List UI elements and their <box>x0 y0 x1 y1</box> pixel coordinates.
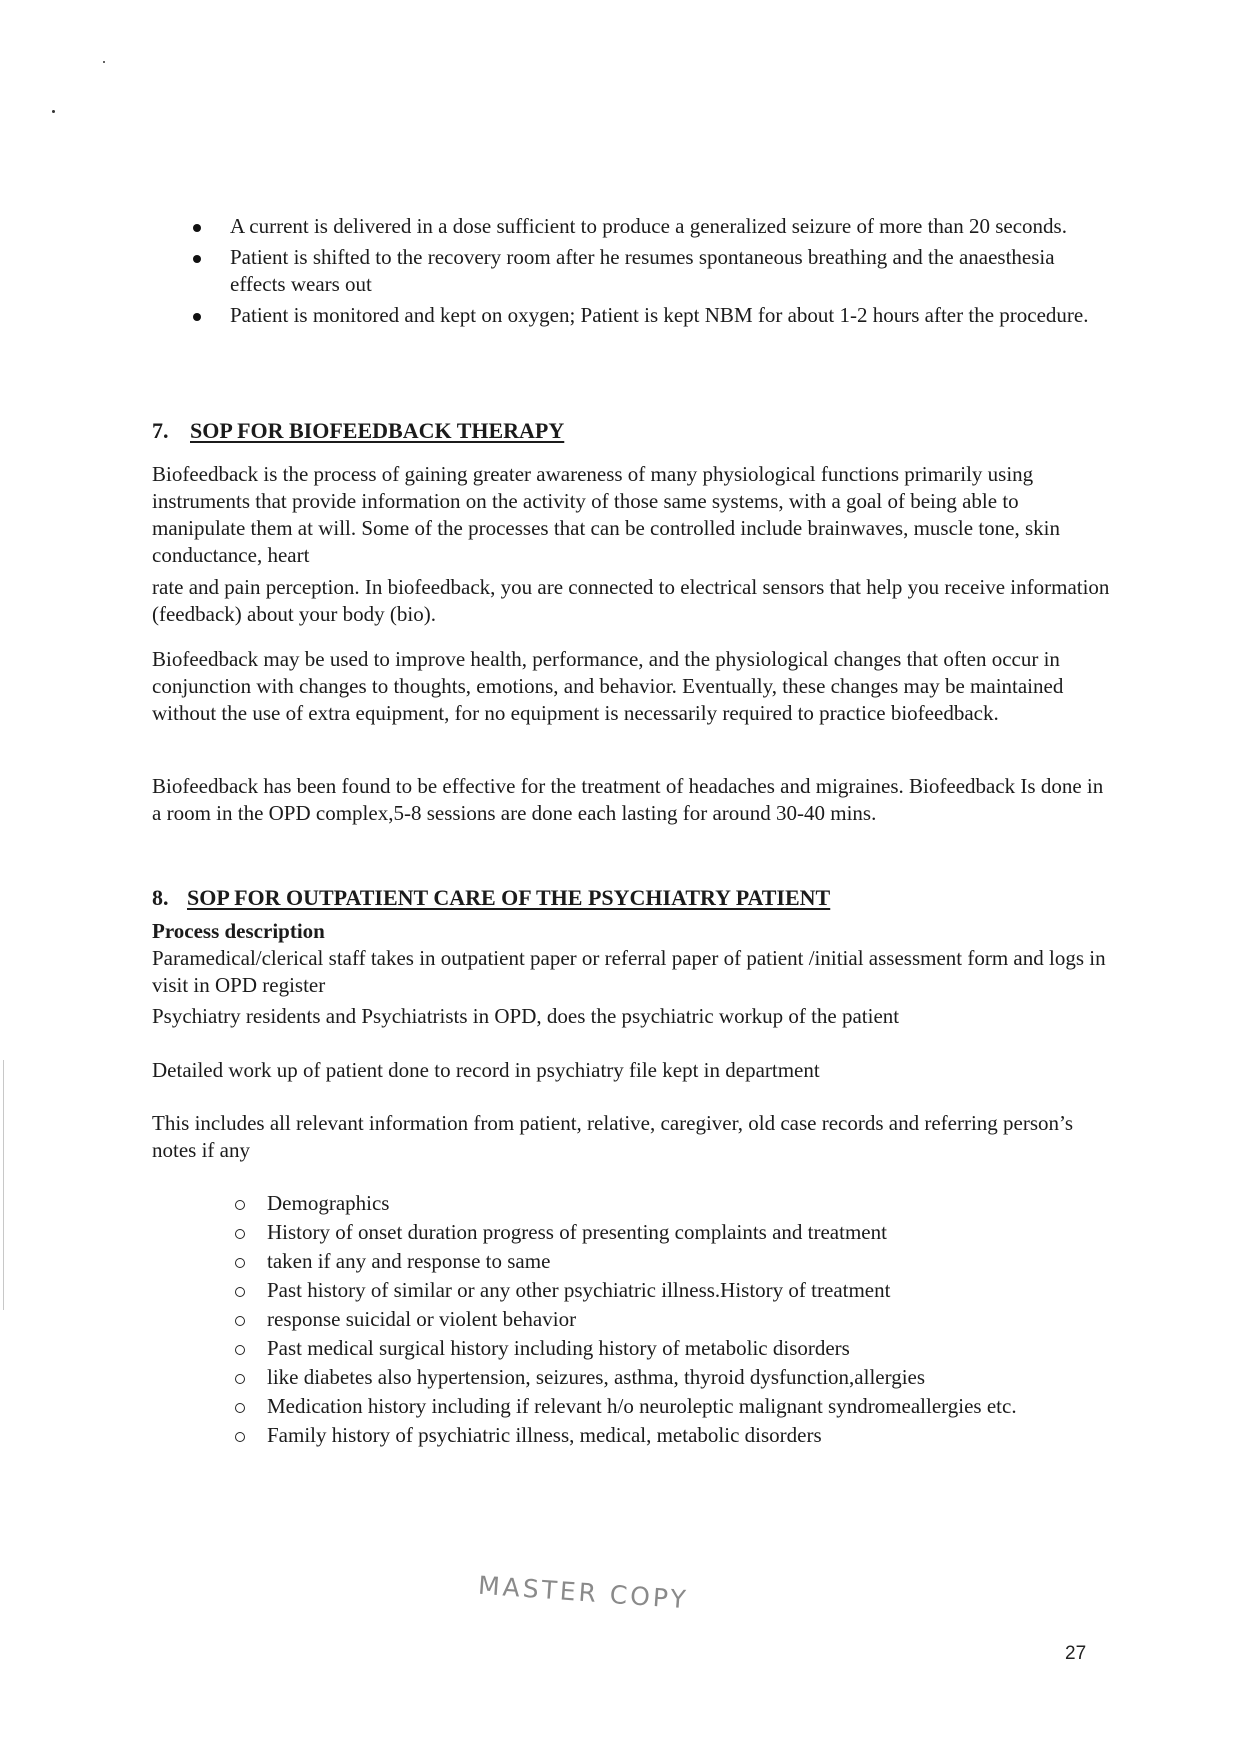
bullet-item: Patient is shifted to the recovery room after he resumes spontaneous breathing and the anaesthesia effects wears out <box>190 244 1100 298</box>
bullet-dot-icon <box>193 313 201 321</box>
bullet-dot-icon <box>193 255 201 263</box>
circle-bullet-icon <box>235 1287 245 1297</box>
bullet-item: Patient is monitored and kept on oxygen; Patient is kept NBM for about 1-2 hours after the procedure. <box>190 302 1100 329</box>
scan-edge-line <box>3 1060 4 1310</box>
circle-bullet-icon <box>235 1200 245 1210</box>
scan-speck <box>103 61 105 63</box>
record-paragraph: Detailed work up of patient done to record in psychiatry file kept in department <box>152 1058 820 1082</box>
list-item: response suicidal or violent behavior <box>233 1306 1113 1333</box>
bullet-dot-icon <box>193 224 201 232</box>
scan-speck <box>52 110 55 113</box>
list-item: like diabetes also hypertension, seizures, asthma, thyroid dysfunction,allergies <box>233 1364 1113 1391</box>
information-sources-paragraph: This includes all relevant information from patient, relative, caregiver, old case records and referring person’s notes if any <box>152 1111 1074 1162</box>
biofeedback-uses-paragraph: Biofeedback may be used to improve health, performance, and the physiological changes that often occur in conjunction with changes to thoughts, emotions, and behavior. Eventually, these changes may be maintained without the use of extra equipment, for no equipment is necessarily required to practice biofeedback. <box>152 647 1064 725</box>
list-item: History of onset duration progress of presenting complaints and treatment <box>233 1219 1113 1246</box>
section-8-heading: 8. SOP FOR OUTPATIENT CARE OF THE PSYCHIATRY PATIENT <box>152 885 831 910</box>
master-copy-stamp: MASTER COPY <box>477 1570 690 1615</box>
biofeedback-definition-continued: rate and pain perception. In biofeedback, you are connected to electrical sensors that help you receive information (feedback) about your body (bio). <box>152 575 1110 626</box>
list-item: Demographics <box>233 1190 1113 1217</box>
circle-bullet-icon <box>235 1432 245 1442</box>
procedure-bullet-list <box>190 213 1100 333</box>
bullet-item: A current is delivered in a dose sufficient to produce a generalized seizure of more than 20 seconds. <box>190 213 1100 240</box>
process-description-subheading: Process description <box>152 919 325 943</box>
list-item: Family history of psychiatric illness, medical, metabolic disorders <box>233 1422 1113 1449</box>
page-number: 27 <box>1065 1643 1087 1664</box>
list-item: Past medical surgical history including history of metabolic disorders <box>233 1335 1113 1362</box>
section-7-heading: 7. SOP FOR BIOFEEDBACK THERAPY <box>152 418 565 443</box>
workup-paragraph: Psychiatry residents and Psychiatrists in OPD, does the psychiatric workup of the patient <box>152 1004 900 1028</box>
biofeedback-effectiveness-paragraph: Biofeedback has been found to be effective for the treatment of headaches and migraines. Biofeedback Is done in a room in the OPD complex,5-8 sessions are done each lasting for around 30-40 mins. <box>152 774 1104 825</box>
list-item: taken if any and response to same <box>233 1248 1113 1275</box>
list-item: Past history of similar or any other psychiatric illness.History of treatment <box>233 1277 1113 1304</box>
circle-bullet-icon <box>235 1316 245 1326</box>
list-item: Medication history including if relevant h/o neuroleptic malignant syndromeallergies etc. <box>233 1393 1113 1420</box>
circle-bullet-icon <box>235 1229 245 1239</box>
circle-bullet-icon <box>235 1345 245 1355</box>
circle-bullet-icon <box>235 1374 245 1384</box>
workup-items-list <box>233 1190 1113 1451</box>
circle-bullet-icon <box>235 1403 245 1413</box>
circle-bullet-icon <box>235 1258 245 1268</box>
biofeedback-definition-paragraph: Biofeedback is the process of gaining greater awareness of many physiological functions primarily using instruments that provide information on the activity of those same systems, with a goal of being able to manipulate them at will. Some of the processes that can be controlled include brainwaves, muscle tone, skin conductance, heart <box>152 462 1060 567</box>
intake-paragraph: Paramedical/clerical staff takes in outpatient paper or referral paper of patient /initial assessment form and logs in visit in OPD register <box>152 946 1106 997</box>
